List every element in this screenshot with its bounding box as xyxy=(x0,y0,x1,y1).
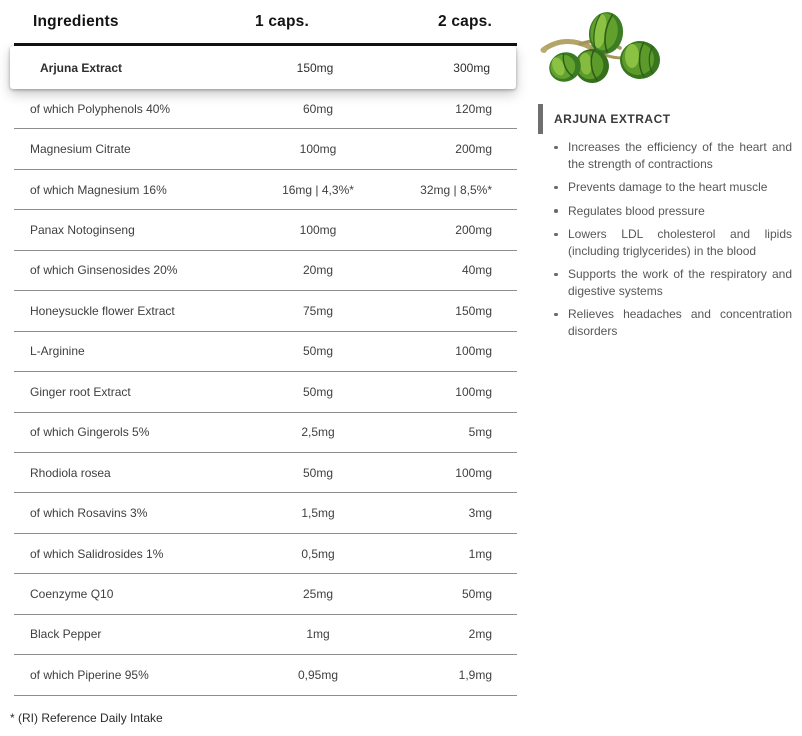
caps1-value: 20mg xyxy=(302,263,334,278)
ingredient-name: Ginger root Extract xyxy=(30,384,131,399)
ingredient-name: of which Rosavins 3% xyxy=(30,506,148,521)
table-header xyxy=(14,0,517,46)
ingredient-name: of which Gingerols 5% xyxy=(30,425,150,440)
caps2-value: 1mg xyxy=(468,546,492,561)
benefit-item xyxy=(552,139,792,172)
ingredient-name: of which Ginsenosides 20% xyxy=(30,263,178,278)
ingredients-table xyxy=(14,0,517,696)
header-ingredients: Ingredients xyxy=(33,12,119,30)
caps1-value: 16mg | 4,3%* xyxy=(282,182,354,197)
ingredient-name: Rhodiola rosea xyxy=(30,465,111,480)
caps2-value: 200mg xyxy=(455,223,492,238)
ingredient-name: of which Polyphenols 40% xyxy=(30,101,171,116)
caps2-value: 2mg xyxy=(468,627,492,642)
table-row xyxy=(14,413,517,453)
caps2-value: 32mg | 8,5%* xyxy=(420,182,492,197)
highlight-row xyxy=(10,46,516,89)
benefit-text: Supports the work of the respiratory and digestive systems xyxy=(568,267,792,298)
table-rows xyxy=(14,89,517,696)
caps1-value: 100mg xyxy=(299,142,337,157)
table-row xyxy=(14,655,517,695)
caps1-value: 50mg xyxy=(302,344,334,359)
caps2-value: 1,9mg xyxy=(458,667,492,682)
ingredient-name: Magnesium Citrate xyxy=(30,142,131,157)
ingredient-name: L-Arginine xyxy=(30,344,85,359)
table-row xyxy=(14,332,517,372)
benefit-item xyxy=(552,226,792,259)
table-row xyxy=(14,129,517,169)
table-row xyxy=(14,615,517,655)
caps1-value: 0,5mg xyxy=(301,546,335,561)
caps1-value: 150mg xyxy=(296,60,334,75)
benefit-text: Lowers LDL cholesterol and lipids (including triglycerides) in the blood xyxy=(568,227,792,258)
ingredient-name: of which Piperine 95% xyxy=(30,667,149,682)
caps2-value: 100mg xyxy=(455,344,492,359)
caps1-value: 0,95mg xyxy=(297,667,339,682)
bullet-dot-icon xyxy=(554,186,558,190)
benefits-list xyxy=(552,139,792,346)
table-row xyxy=(14,251,517,291)
caps2-value: 100mg xyxy=(455,465,492,480)
caps1-value: 100mg xyxy=(299,223,337,238)
benefit-text: Regulates blood pressure xyxy=(568,203,705,218)
caps2-value: 5mg xyxy=(468,425,492,440)
caps1-value: 2,5mg xyxy=(301,425,335,440)
arjuna-plant-image xyxy=(540,6,668,98)
caps1-value: 1,5mg xyxy=(301,506,335,521)
caps2-value: 100mg xyxy=(455,384,492,399)
table-row xyxy=(14,493,517,533)
ingredient-name: Black Pepper xyxy=(30,627,102,642)
caps1-value: 50mg xyxy=(302,384,334,399)
caps2-value: 300mg xyxy=(453,60,490,75)
benefit-item xyxy=(552,179,792,196)
bullet-dot-icon xyxy=(554,146,558,150)
caps2-value: 200mg xyxy=(455,142,492,157)
bullet-dot-icon xyxy=(554,233,558,237)
ingredient-name: of which Salidrosides 1% xyxy=(30,546,164,561)
caps2-value: 150mg xyxy=(455,303,492,318)
table-row xyxy=(14,372,517,412)
table-row xyxy=(14,210,517,250)
bullet-dot-icon xyxy=(554,273,558,277)
ingredient-name: Coenzyme Q10 xyxy=(30,586,114,601)
header-2caps: 2 caps. xyxy=(438,12,492,30)
table-row xyxy=(14,89,517,129)
bullet-dot-icon xyxy=(554,209,558,213)
benefit-text: Increases the efficiency of the heart and the strength of contractions xyxy=(568,140,792,171)
ingredient-name: Panax Notoginseng xyxy=(30,223,135,238)
benefit-text: Relieves headaches and concentration disorders xyxy=(568,307,792,338)
reference-intake-footnote: * (RI) Reference Daily Intake xyxy=(10,711,163,725)
table-row xyxy=(14,534,517,574)
caps2-value: 3mg xyxy=(468,506,492,521)
caps2-value: 40mg xyxy=(461,263,492,278)
bullet-dot-icon xyxy=(554,313,558,317)
table-row xyxy=(14,170,517,210)
caps1-value: 1mg xyxy=(306,627,330,642)
caps2-value: 50mg xyxy=(461,586,492,601)
caps1-value: 50mg xyxy=(302,465,334,480)
ingredient-name: of which Magnesium 16% xyxy=(30,182,167,197)
ingredient-name: Honeysuckle flower Extract xyxy=(30,303,175,318)
table-row xyxy=(14,453,517,493)
table-row xyxy=(14,291,517,331)
caps1-value: 60mg xyxy=(302,101,334,116)
caps1-value: 75mg xyxy=(302,303,334,318)
benefit-item xyxy=(552,203,792,220)
caps1-value: 25mg xyxy=(302,586,334,601)
heading-accent-bar xyxy=(538,104,543,134)
ingredient-name: Arjuna Extract xyxy=(40,60,123,75)
benefit-item xyxy=(552,266,792,299)
benefit-item xyxy=(552,306,792,339)
info-panel-heading: ARJUNA EXTRACT xyxy=(554,112,671,126)
benefit-text: Prevents damage to the heart muscle xyxy=(568,180,768,194)
header-1caps: 1 caps. xyxy=(255,12,309,30)
table-row xyxy=(14,574,517,614)
caps2-value: 120mg xyxy=(455,101,492,116)
